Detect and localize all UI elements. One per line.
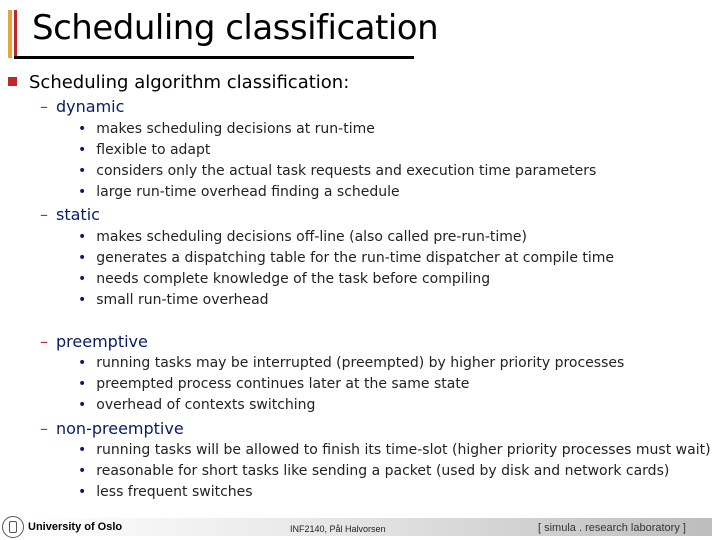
dash-bullet-icon: – [40,332,48,351]
group-preemptive-label: – preemptive [40,332,148,351]
dot-bullet-icon: • [78,484,87,500]
group-non-preemptive-label: – non-preemptive [40,419,184,438]
list-item: • makes scheduling decisions at run-time [78,121,375,137]
dot-bullet-icon: • [78,163,87,179]
lab-logo-text: [ simula . research laboratory ] [538,522,686,534]
list-item: • overhead of contexts switching [78,397,316,413]
dot-bullet-icon: • [78,292,87,308]
list-item: • needs complete knowledge of the task before compiling [78,271,491,287]
list-item: • generates a dispatching table for the run-time dispatcher at compile time [78,250,615,266]
list-item: • large run-time overhead finding a schedule [78,184,400,200]
dash-bullet-icon: – [40,419,48,438]
dot-bullet-icon: • [78,229,87,245]
dot-bullet-icon: • [78,250,87,266]
list-item: • less frequent switches [78,484,253,500]
dot-bullet-icon: • [78,442,87,458]
university-name: University of Oslo [28,521,123,533]
slide-footer [0,514,720,540]
square-bullet-icon [8,77,17,86]
main-bullet [8,72,349,93]
list-item: • flexible to adapt [78,142,211,158]
group-dynamic-label: – dynamic [40,97,125,116]
group-static-label: – static [40,205,100,224]
dot-bullet-icon: • [78,142,87,158]
list-item: • considers only the actual task requests and execution time parameters [78,163,597,179]
list-item: • preempted process continues later at the same state [78,376,470,392]
dot-bullet-icon: • [78,463,87,479]
title-accent-bar [8,10,12,58]
dot-bullet-icon: • [78,376,87,392]
list-item: • small run-time overhead [78,292,269,308]
main-heading: Scheduling algorithm classification: [29,72,350,93]
dot-bullet-icon: • [78,397,87,413]
list-item: • running tasks will be allowed to finish its time-slot (higher priority processes must wait) [78,442,711,458]
dot-bullet-icon: • [78,271,87,287]
title-accent-bar-red [14,10,17,58]
dot-bullet-icon: • [78,355,87,371]
dot-bullet-icon: • [78,184,87,200]
slide-title: Scheduling classification [32,8,439,48]
title-underline [14,56,414,59]
list-item: • reasonable for short tasks like sending a packet (used by disk and network cards) [78,463,670,479]
list-item: • running tasks may be interrupted (preempted) by higher priority processes [78,355,625,371]
university-seal-icon [2,516,24,538]
list-item: • makes scheduling decisions off-line (also called pre-run-time) [78,229,527,245]
dash-bullet-icon: – [40,205,48,224]
dot-bullet-icon: • [78,121,87,137]
dash-bullet-icon: – [40,97,48,116]
course-author: INF2140, Pål Halvorsen [290,524,386,534]
